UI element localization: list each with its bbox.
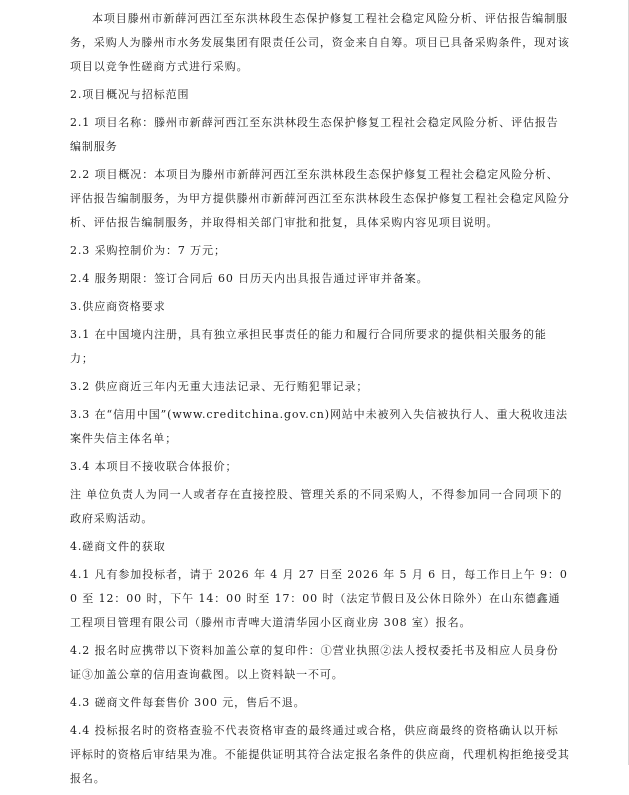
price-cap-paragraph: 2.3 采购控制价为：7 万元； xyxy=(70,244,226,257)
section-2-heading: 2.项目概况与招标范围 xyxy=(70,88,190,101)
service-period-paragraph: 2.4 服务期限：签订合同后 60 日历天内出具报告通过评审并备案。 xyxy=(70,272,429,285)
qualification-3-1-paragraph: 3.1 在中国境内注册，具有独立承担民事责任的能力和履行合同所要求的提供相关服务的能力； xyxy=(70,328,547,365)
qualification-check-4-4-paragraph: 4.4 投标报名时的资格查验不代表资格审查的最终通过或合格，供应商最终的资格确认以开标评标时的资格后审结果为准。不能提供证明其符合法定报名条件的供应商，代理机构拒绝接受其报名。 xyxy=(70,724,570,785)
note-paragraph: 注 单位负责人为同一人或者存在直接控股、管理关系的不同采购人，不得参加同一合同项下的政府采购活动。 xyxy=(70,488,563,525)
project-name-paragraph: 2.1 项目名称：滕州市新薛河西江至东洪林段生态保护修复工程社会稳定风险分析、评估报告编制服务 xyxy=(70,116,559,153)
document-fee-4-3-paragraph: 4.3 磋商文件每套售价 300 元，售后不退。 xyxy=(70,696,306,709)
materials-4-2-paragraph: 4.2 报名时应携带以下资料加盖公章的复印件：①营业执照②法人授权委托书及相应人员身份证③加盖公章的信用查询截图。以上资料缺一不可。 xyxy=(70,644,559,681)
intro-paragraph: 本项目滕州市新薛河西江至东洪林段生态保护修复工程社会稳定风险分析、评估报告编制服务，采购人为滕州市水务发展集团有限责任公司，资金来自自筹。项目已具备采购条件，现对该项目以竞争性磋商方式进行采购。 xyxy=(70,12,570,73)
qualification-3-4-paragraph: 3.4 本项目不接收联合体报价； xyxy=(70,460,238,473)
qualification-3-3-paragraph: 3.3 在“信用中国”(www.creditchina.gov.cn)网站中未被列入失信被执行人、重大税收违法案件失信主体名单； xyxy=(70,408,568,445)
project-overview-paragraph: 2.2 项目概况：本项目为滕州市新薛河西江至东洪林段生态保护修复工程社会稳定风险分析、评估报告编制服务，为甲方提供滕州市新薛河西江至东洪林段生态保护修复工程社会稳定风险分析、评估报告编制服务，并取得相关部门审批和批复，具体采购内容见项目说明。 xyxy=(70,168,570,229)
section-4-heading: 4.磋商文件的获取 xyxy=(70,540,166,553)
document-body xyxy=(70,7,570,795)
registration-4-1-paragraph: 4.1 凡有参加投标者，请于 2026 年 4 月 27 日至 2026 年 5 月 6 日，每工作日上午 9：00 至 12：00 时，下午 14：00 时至 17：00 时（法定节假日及公休日除外）在山东德鑫通工程项目管理有限公司（滕州市青啤大道清华园小区商业房 308 室）报名。 xyxy=(70,568,568,629)
section-3-heading: 3.供应商资格要求 xyxy=(70,300,166,313)
qualification-3-2-paragraph: 3.2 供应商近三年内无重大违法记录、无行贿犯罪记录； xyxy=(70,380,369,393)
